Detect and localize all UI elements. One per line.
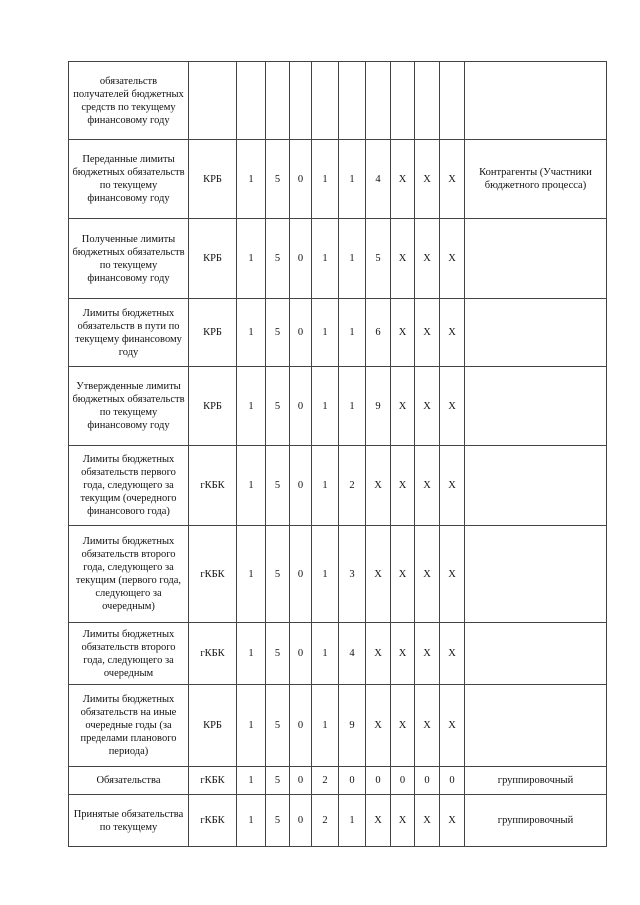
code-digit-cell: 5: [266, 219, 290, 299]
code-digit-cell: 1: [237, 367, 266, 446]
analytics-type-cell: [189, 62, 237, 140]
code-digit-cell: 5: [266, 685, 290, 767]
code-digit-cell: 6: [366, 299, 391, 367]
code-digit-cell: X: [366, 685, 391, 767]
code-digit-cell: 5: [366, 219, 391, 299]
code-digit-cell: 0: [290, 367, 312, 446]
note-cell: [465, 446, 607, 526]
code-digit-cell: 1: [237, 685, 266, 767]
account-name-cell: Лимиты бюджетных обязательств второго года, следующего за очередным: [69, 623, 189, 685]
table-row: [69, 685, 607, 767]
code-digit-cell: 0: [290, 219, 312, 299]
analytics-type-cell: КРБ: [189, 140, 237, 219]
code-digit-cell: 1: [312, 526, 339, 623]
code-digit-cell: 1: [339, 140, 366, 219]
code-digit-cell: 0: [339, 767, 366, 795]
code-digit-cell: X: [440, 795, 465, 847]
account-name-cell: Лимиты бюджетных обязательств первого года, следующего за текущим (очередного финансового года): [69, 446, 189, 526]
table-row: [69, 623, 607, 685]
code-digit-cell: 9: [339, 685, 366, 767]
code-digit-cell: 1: [237, 140, 266, 219]
table-row: [69, 446, 607, 526]
code-digit-cell: 1: [237, 446, 266, 526]
code-digit-cell: X: [415, 795, 440, 847]
code-digit-cell: 4: [366, 140, 391, 219]
code-digit-cell: X: [415, 623, 440, 685]
account-name-cell: Переданные лимиты бюджетных обязательств по текущему финансовому году: [69, 140, 189, 219]
analytics-type-cell: КРБ: [189, 219, 237, 299]
code-digit-cell: X: [415, 367, 440, 446]
code-digit-cell: X: [391, 685, 415, 767]
analytics-type-cell: КРБ: [189, 685, 237, 767]
code-digit-cell: 4: [339, 623, 366, 685]
code-digit-cell: 5: [266, 767, 290, 795]
account-name-cell: Принятые обязательства по текущему: [69, 795, 189, 847]
code-digit-cell: X: [440, 623, 465, 685]
code-digit-cell: X: [440, 219, 465, 299]
code-digit-cell: [266, 62, 290, 140]
analytics-type-cell: гКБК: [189, 623, 237, 685]
code-digit-cell: 1: [312, 140, 339, 219]
code-digit-cell: X: [391, 367, 415, 446]
code-digit-cell: 0: [290, 446, 312, 526]
code-digit-cell: 5: [266, 367, 290, 446]
account-name-cell: Обязательства: [69, 767, 189, 795]
code-digit-cell: X: [415, 685, 440, 767]
table-row: [69, 299, 607, 367]
code-digit-cell: [415, 62, 440, 140]
code-digit-cell: 0: [366, 767, 391, 795]
accounts-table: [68, 61, 607, 847]
code-digit-cell: 1: [339, 367, 366, 446]
code-digit-cell: 0: [290, 685, 312, 767]
code-digit-cell: [290, 62, 312, 140]
code-digit-cell: 1: [237, 219, 266, 299]
code-digit-cell: X: [415, 140, 440, 219]
code-digit-cell: 2: [339, 446, 366, 526]
analytics-type-cell: КРБ: [189, 367, 237, 446]
code-digit-cell: 9: [366, 367, 391, 446]
code-digit-cell: 1: [237, 623, 266, 685]
code-digit-cell: 2: [312, 795, 339, 847]
code-digit-cell: 1: [339, 219, 366, 299]
code-digit-cell: X: [415, 446, 440, 526]
code-digit-cell: X: [391, 140, 415, 219]
code-digit-cell: [366, 62, 391, 140]
code-digit-cell: 1: [237, 526, 266, 623]
note-cell: [465, 623, 607, 685]
account-name-cell: обязательств получателей бюджетных средств по текущему финансовому году: [69, 62, 189, 140]
code-digit-cell: 0: [290, 795, 312, 847]
code-digit-cell: X: [391, 446, 415, 526]
code-digit-cell: X: [440, 526, 465, 623]
table-row: [69, 795, 607, 847]
account-name-cell: Лимиты бюджетных обязательств на иные очередные годы (за пределами планового периода): [69, 685, 189, 767]
code-digit-cell: X: [391, 795, 415, 847]
table-row: [69, 767, 607, 795]
code-digit-cell: 3: [339, 526, 366, 623]
note-cell: группировочный: [465, 795, 607, 847]
code-digit-cell: [391, 62, 415, 140]
code-digit-cell: X: [415, 526, 440, 623]
account-name-cell: Полученные лимиты бюджетных обязательств по текущему финансовому году: [69, 219, 189, 299]
code-digit-cell: [339, 62, 366, 140]
code-digit-cell: 1: [312, 367, 339, 446]
code-digit-cell: X: [366, 446, 391, 526]
code-digit-cell: X: [415, 299, 440, 367]
code-digit-cell: X: [366, 526, 391, 623]
code-digit-cell: 0: [290, 299, 312, 367]
code-digit-cell: 0: [391, 767, 415, 795]
account-name-cell: Лимиты бюджетных обязательств второго года, следующего за текущим (первого года, следующего за очередным): [69, 526, 189, 623]
code-digit-cell: 1: [312, 446, 339, 526]
code-digit-cell: 0: [290, 140, 312, 219]
code-digit-cell: 0: [290, 623, 312, 685]
code-digit-cell: 0: [290, 767, 312, 795]
code-digit-cell: X: [391, 623, 415, 685]
code-digit-cell: 1: [312, 299, 339, 367]
code-digit-cell: 1: [339, 795, 366, 847]
code-digit-cell: 1: [237, 795, 266, 847]
analytics-type-cell: КРБ: [189, 299, 237, 367]
code-digit-cell: 5: [266, 446, 290, 526]
analytics-type-cell: гКБК: [189, 767, 237, 795]
code-digit-cell: X: [391, 219, 415, 299]
code-digit-cell: 1: [237, 299, 266, 367]
code-digit-cell: X: [440, 685, 465, 767]
code-digit-cell: 1: [312, 623, 339, 685]
code-digit-cell: X: [391, 299, 415, 367]
code-digit-cell: 5: [266, 795, 290, 847]
analytics-type-cell: гКБК: [189, 446, 237, 526]
code-digit-cell: X: [440, 299, 465, 367]
table-row: [69, 140, 607, 219]
code-digit-cell: X: [366, 795, 391, 847]
note-cell: [465, 367, 607, 446]
code-digit-cell: X: [440, 446, 465, 526]
analytics-type-cell: гКБК: [189, 795, 237, 847]
account-name-cell: Лимиты бюджетных обязательств в пути по текущему финансовому году: [69, 299, 189, 367]
table-row: [69, 367, 607, 446]
code-digit-cell: 1: [312, 685, 339, 767]
note-cell: группировочный: [465, 767, 607, 795]
table-row: [69, 62, 607, 140]
code-digit-cell: 1: [339, 299, 366, 367]
code-digit-cell: 0: [290, 526, 312, 623]
note-cell: Контрагенты (Участники бюджетного процесса): [465, 140, 607, 219]
table-row: [69, 526, 607, 623]
code-digit-cell: 2: [312, 767, 339, 795]
code-digit-cell: 5: [266, 526, 290, 623]
code-digit-cell: X: [391, 526, 415, 623]
code-digit-cell: 0: [440, 767, 465, 795]
code-digit-cell: X: [415, 219, 440, 299]
account-name-cell: Утвержденные лимиты бюджетных обязательств по текущему финансовому году: [69, 367, 189, 446]
note-cell: [465, 62, 607, 140]
table-body: [69, 62, 607, 847]
code-digit-cell: [312, 62, 339, 140]
table-row: [69, 219, 607, 299]
code-digit-cell: X: [440, 367, 465, 446]
note-cell: [465, 526, 607, 623]
code-digit-cell: [237, 62, 266, 140]
code-digit-cell: X: [440, 140, 465, 219]
code-digit-cell: 5: [266, 299, 290, 367]
note-cell: [465, 685, 607, 767]
code-digit-cell: 1: [237, 767, 266, 795]
code-digit-cell: [440, 62, 465, 140]
analytics-type-cell: гКБК: [189, 526, 237, 623]
note-cell: [465, 299, 607, 367]
code-digit-cell: X: [366, 623, 391, 685]
note-cell: [465, 219, 607, 299]
code-digit-cell: 5: [266, 623, 290, 685]
code-digit-cell: 1: [312, 219, 339, 299]
code-digit-cell: 0: [415, 767, 440, 795]
code-digit-cell: 5: [266, 140, 290, 219]
